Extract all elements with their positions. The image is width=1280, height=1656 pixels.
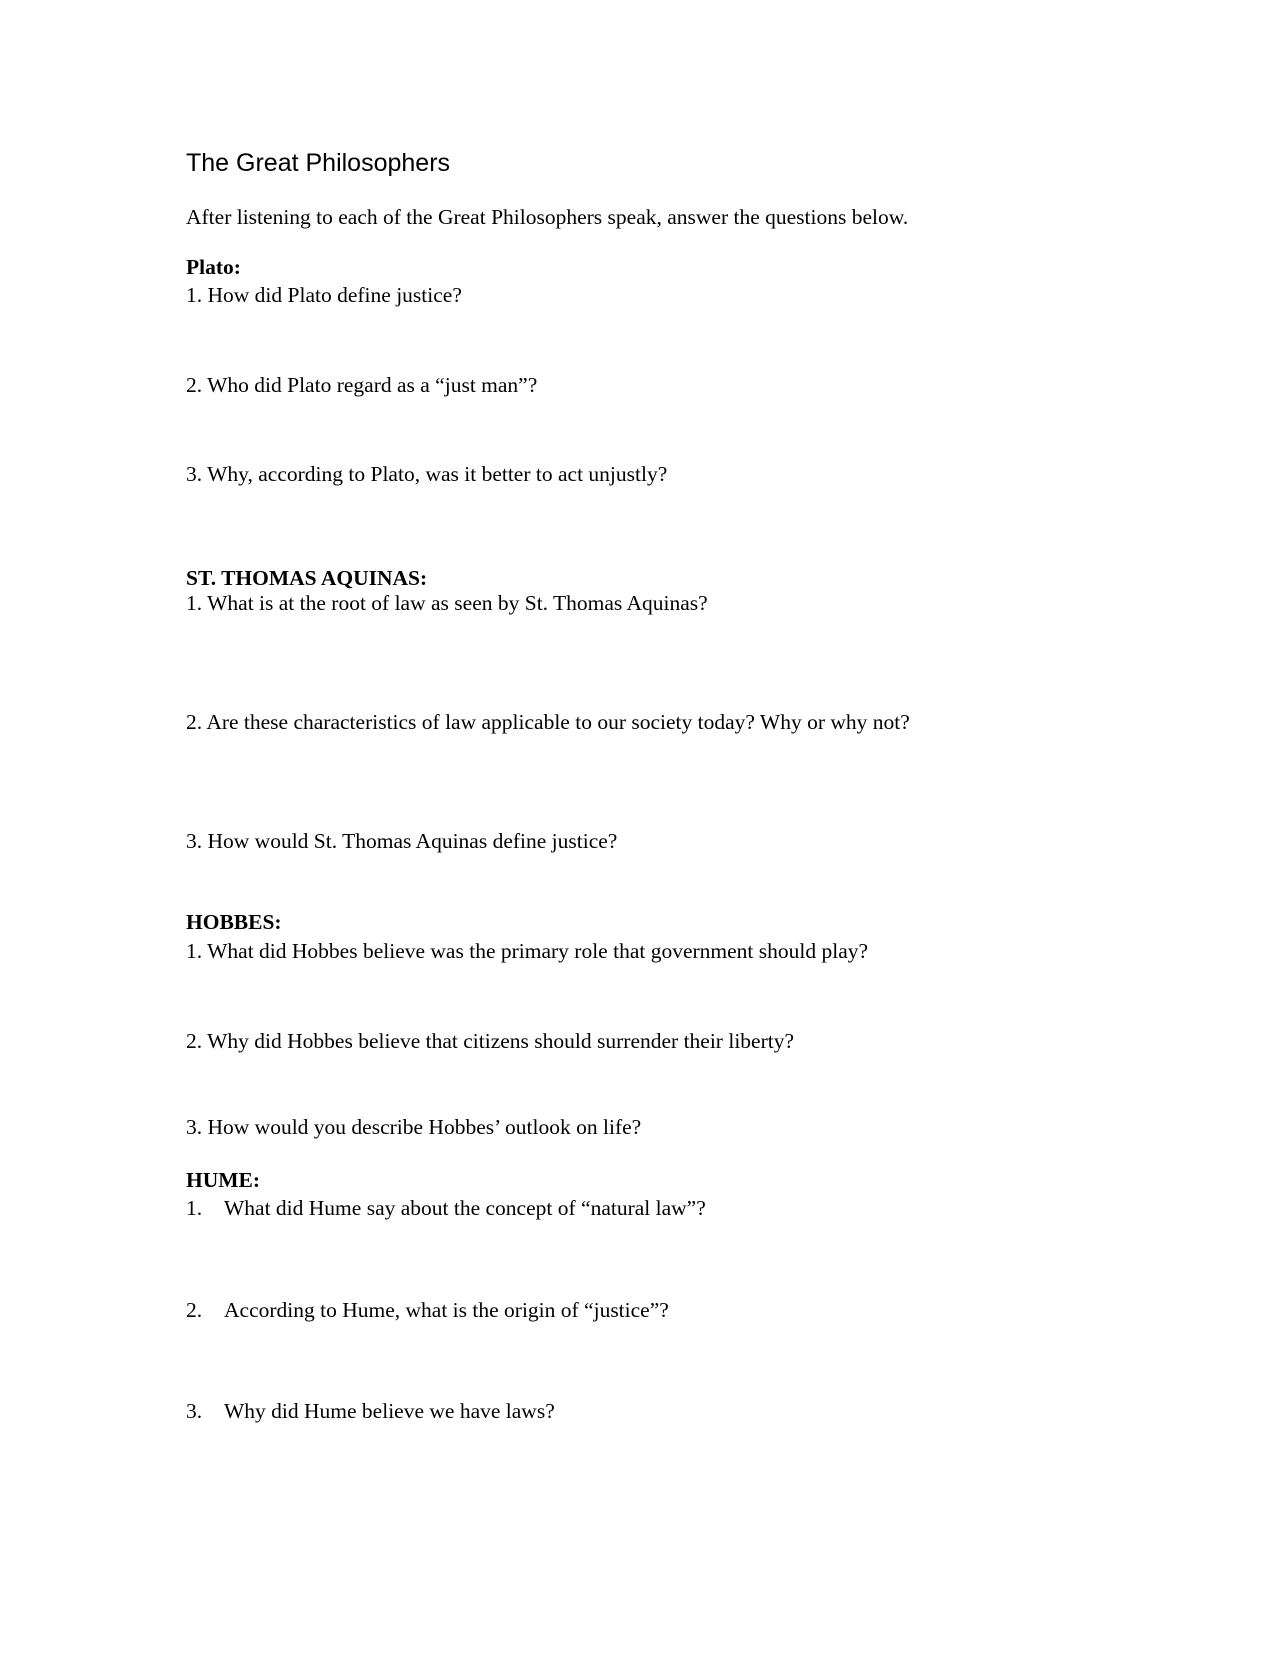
hobbes-question-1: 1. What did Hobbes believe was the primary role that government should play? [186,939,869,963]
section-heading-plato: Plato: [186,255,241,279]
hume-question-2: According to Hume, what is the origin of “justice”? [224,1298,669,1322]
hume-question-3: Why did Hume believe we have laws? [224,1399,555,1423]
hobbes-question-2: 2. Why did Hobbes believe that citizens should surrender their liberty? [186,1029,795,1053]
plato-question-3: 3. Why, according to Plato, was it better to act unjustly? [186,462,668,486]
intro-text: After listening to each of the Great Philosophers speak, answer the questions below. [186,205,909,229]
hume-question-2-number: 2. [186,1298,203,1322]
hobbes-question-3: 3. How would you describe Hobbes’ outlook on life? [186,1115,642,1139]
section-heading-aquinas: ST. THOMAS AQUINAS: [186,566,428,590]
aquinas-question-1: 1. What is at the root of law as seen by St. Thomas Aquinas? [186,591,708,615]
section-heading-hume: HUME: [186,1168,261,1192]
hume-question-3-number: 3. [186,1399,203,1423]
plato-question-1: 1. How did Plato define justice? [186,283,462,307]
aquinas-question-2: 2. Are these characteristics of law applicable to our society today? Why or why not? [186,710,910,734]
aquinas-question-3: 3. How would St. Thomas Aquinas define justice? [186,829,618,853]
hume-question-1: What did Hume say about the concept of “natural law”? [224,1196,706,1220]
hume-question-1-number: 1. [186,1196,203,1220]
page-title: The Great Philosophers [186,149,451,177]
section-heading-hobbes: HOBBES: [186,910,282,934]
plato-question-2: 2. Who did Plato regard as a “just man”? [186,373,538,397]
